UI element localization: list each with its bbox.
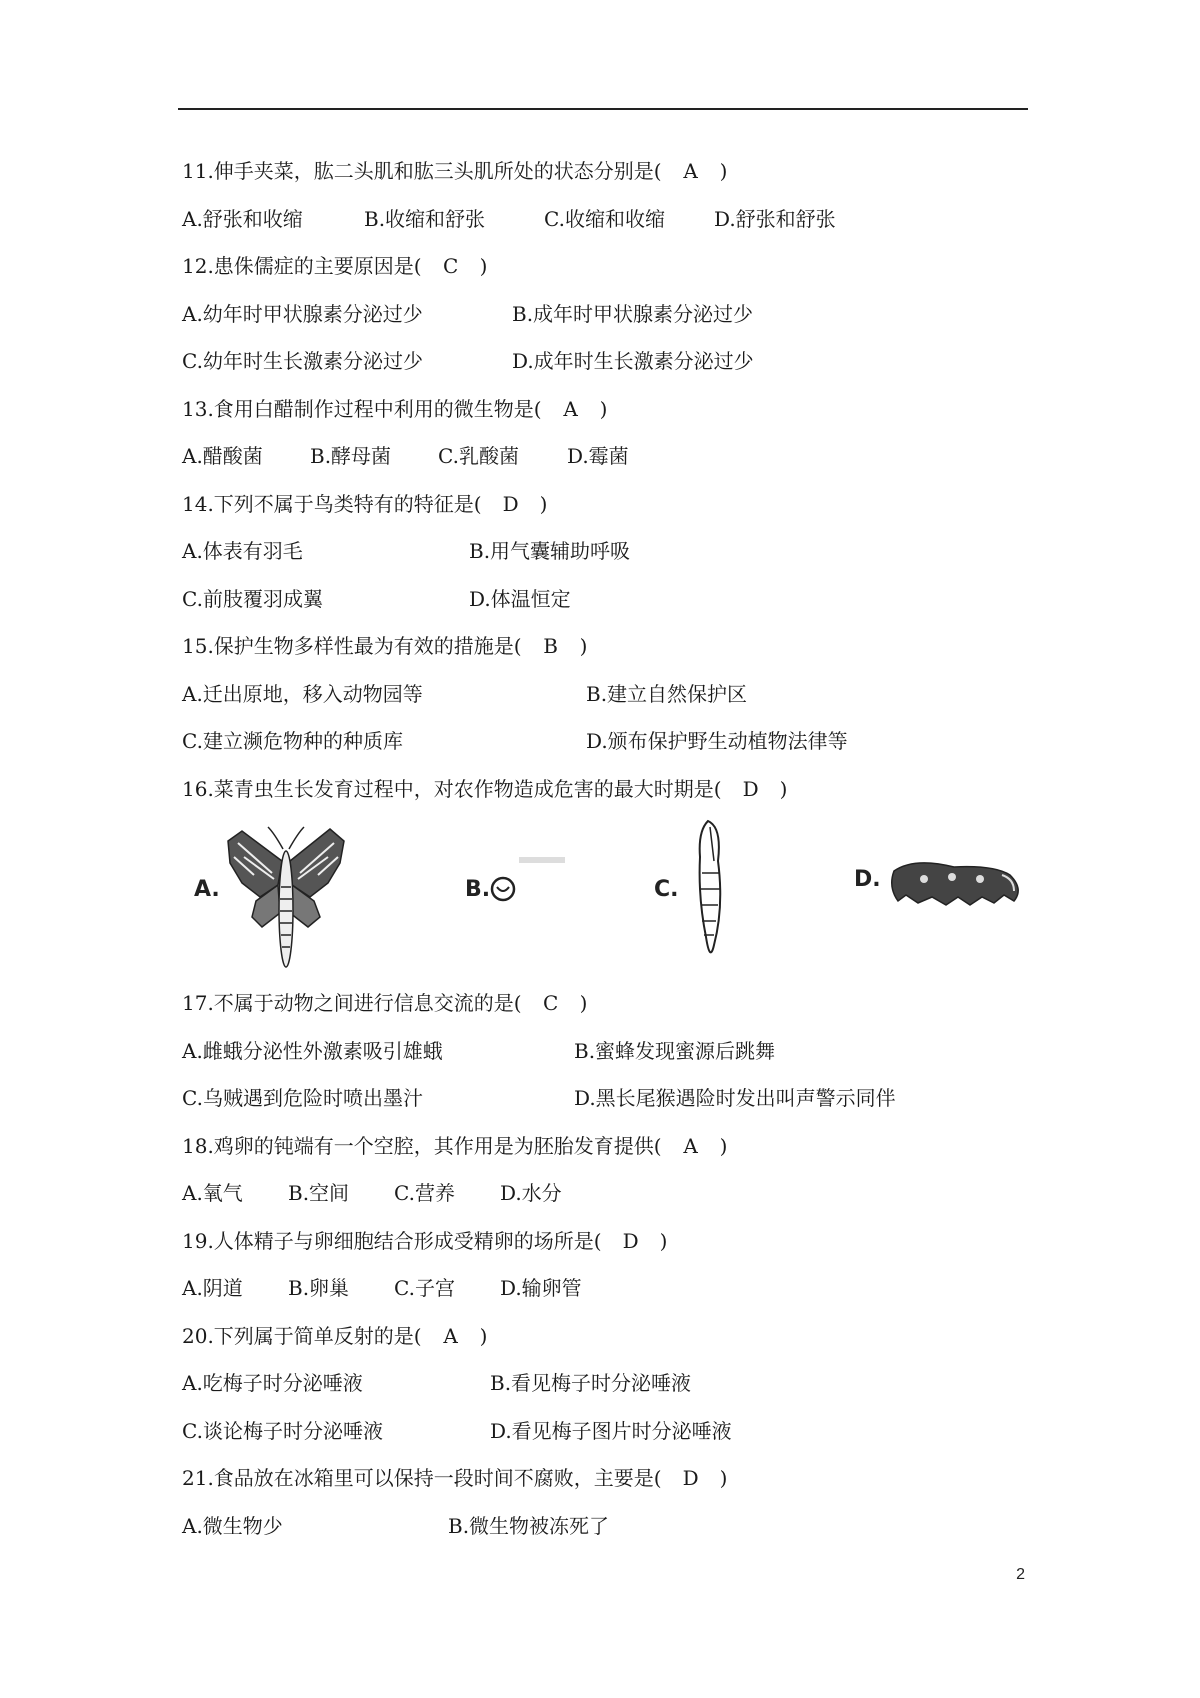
option-b: B.酵母菌 (310, 444, 392, 468)
figure-a-label: A. (194, 877, 220, 902)
question-18-options (182, 1170, 1028, 1218)
question-21-options-row1 (182, 1503, 1028, 1551)
question-14-stem: 14.下列不属于鸟类特有的特征是( D ) (182, 481, 1028, 529)
option-b: B.建立自然保护区 (586, 681, 748, 706)
question-12-options-row1 (182, 291, 1028, 339)
question-11-stem: 11.伸手夹菜，肱二头肌和肱三头肌所处的状态分别是( A ) (182, 148, 1028, 196)
option-d: D.成年时生长激素分泌过少 (512, 349, 754, 373)
question-13-options (182, 433, 1028, 481)
option-d: D.输卵管 (500, 1276, 582, 1300)
option-a: A.迁出原地，移入动物园等 (182, 681, 423, 706)
option-a: A.醋酸菌 (182, 444, 263, 468)
figure-c-label: C. (654, 877, 679, 902)
answer: D (502, 491, 519, 516)
option-b: B.看见梅子时分泌唾液 (490, 1371, 692, 1395)
option-c: C.乌贼遇到危险时喷出墨汁 (182, 1086, 423, 1110)
option-b: B.空间 (288, 1181, 350, 1205)
question-17-stem: 17.不属于动物之间进行信息交流的是( C ) (182, 980, 1028, 1028)
question-16-stem: 16.菜青虫生长发育过程中，对农作物造成危害的最大时期是( D ) (182, 766, 1028, 814)
option-c: C.营养 (394, 1181, 455, 1205)
option-c: C.建立濒危物种的种质库 (182, 729, 403, 753)
option-d: D.霉菌 (567, 444, 629, 468)
figure-c-pupa (654, 817, 754, 975)
question-14-options-row2 (182, 576, 1028, 624)
page-number: 2 (1016, 1566, 1025, 1583)
option-b: B.成年时甲状腺素分泌过少 (512, 301, 754, 326)
option-b: B.卵巢 (288, 1276, 350, 1300)
answer: A (443, 1323, 458, 1348)
option-d: D.舒张和舒张 (714, 206, 836, 231)
option-a: A.舒张和收缩 (182, 206, 303, 231)
question-15-options-row2 (182, 718, 1028, 766)
option-a: A.微生物少 (182, 1513, 283, 1538)
question-18-stem: 18.鸡卵的钝端有一个空腔，其作用是为胚胎发育提供( A ) (182, 1123, 1028, 1171)
answer: D (622, 1228, 639, 1253)
question-20-options-row2 (182, 1408, 1028, 1456)
moth-illustration (182, 817, 352, 975)
option-c: C.收缩和收缩 (544, 206, 665, 231)
question-21-stem: 21.食品放在冰箱里可以保持一段时间不腐败，主要是( D ) (182, 1455, 1028, 1503)
option-b: B.微生物被冻死了 (448, 1513, 610, 1538)
question-20-stem: 20.下列属于简单反射的是( A ) (182, 1313, 1028, 1361)
option-d: D.水分 (500, 1181, 562, 1205)
figure-b-label: B. (465, 877, 491, 902)
larva-illustration (854, 817, 1034, 975)
question-17-options-row2 (182, 1075, 1028, 1123)
question-20-options-row1 (182, 1360, 1028, 1408)
question-12-options-row2 (182, 338, 1028, 386)
figure-b-egg (465, 817, 565, 975)
answer: D (682, 1466, 699, 1490)
option-c: C.子宫 (394, 1276, 455, 1300)
figure-a-adult-moth (182, 817, 352, 975)
question-14-options-row1 (182, 528, 1028, 576)
option-b: B.蜜蜂发现蜜源后跳舞 (574, 1038, 776, 1063)
option-a: A.体表有羽毛 (182, 539, 303, 563)
option-b: B.用气囊辅助呼吸 (469, 539, 631, 563)
option-d: D.体温恒定 (469, 586, 571, 611)
answer: C (542, 991, 559, 1015)
question-19-stem: 19.人体精子与卵细胞结合形成受精卵的场所是( D ) (182, 1218, 1028, 1266)
option-c: C.乳酸菌 (438, 444, 519, 468)
option-a: A.幼年时甲状腺素分泌过少 (182, 301, 423, 326)
answer: A (683, 1133, 698, 1158)
question-17-options-row1 (182, 1028, 1028, 1076)
option-b: B.收缩和舒张 (364, 206, 486, 231)
option-c: C.前肢覆羽成翼 (182, 586, 323, 611)
option-c: C.幼年时生长激素分泌过少 (182, 349, 423, 373)
answer: A (683, 159, 698, 183)
answer: C (442, 254, 459, 278)
option-a: A.雌蛾分泌性外激素吸引雄蛾 (182, 1038, 443, 1063)
answer: B (543, 634, 558, 658)
question-15-options-row1 (182, 671, 1028, 719)
question-11-options (182, 196, 1028, 244)
egg-illustration (465, 817, 565, 975)
answer: A (563, 396, 578, 421)
option-c: C.谈论梅子时分泌唾液 (182, 1418, 383, 1443)
question-list (182, 148, 1028, 1550)
figure-d-label: D. (854, 867, 881, 892)
option-d: D.黑长尾猴遇险时发出叫声警示同伴 (574, 1086, 896, 1110)
figure-d-larva (854, 817, 1034, 975)
pupa-illustration (654, 817, 754, 975)
header-rule (178, 108, 1028, 110)
answer: D (742, 776, 759, 801)
option-a: A.吃梅子时分泌唾液 (182, 1371, 363, 1395)
question-15-stem: 15.保护生物多样性最为有效的措施是( B ) (182, 623, 1028, 671)
question-19-options (182, 1265, 1028, 1313)
question-16-figures (182, 817, 1028, 975)
option-a: A.阴道 (182, 1276, 243, 1300)
option-a: A.氧气 (182, 1181, 243, 1205)
question-12-stem: 12.患侏儒症的主要原因是( C ) (182, 243, 1028, 291)
option-d: D.看见梅子图片时分泌唾液 (490, 1418, 732, 1443)
option-d: D.颁布保护野生动植物法律等 (586, 729, 848, 753)
question-13-stem: 13.食用白醋制作过程中利用的微生物是( A ) (182, 386, 1028, 434)
